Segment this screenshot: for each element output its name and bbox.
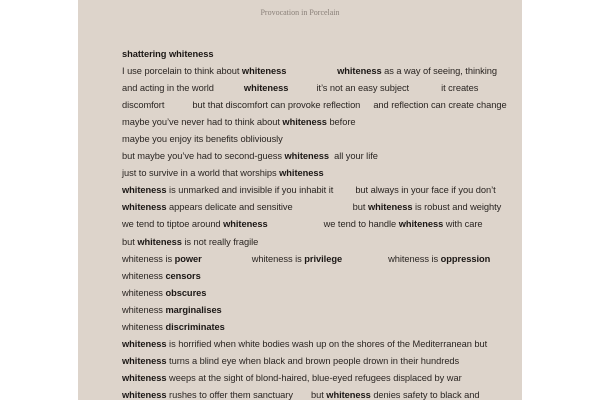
poem-line: whiteness discriminates [122, 321, 225, 332]
poem-line: but maybe you’ve had to second-guess whiteness all your life [122, 151, 378, 162]
poem-line: maybe you’ve never had to think about whiteness before [122, 117, 356, 128]
poem-line: whiteness turns a blind eye when black and brown people drown in their hundreds [122, 355, 460, 366]
poem-line: whiteness rushes to offer them sanctuary but whiteness denies safety to black and [122, 389, 480, 400]
poem-line: whiteness appears delicate and sensitive but whiteness is robust and weighty [122, 202, 502, 213]
poem-line: I use porcelain to think about whiteness whiteness as a way of seeing, thinking [122, 66, 497, 77]
poem-line: but whiteness is not really fragile [122, 236, 259, 247]
poem-line: just to survive in a world that worships whiteness [122, 168, 324, 179]
poem-line: whiteness censors [122, 270, 201, 281]
poem-line: whiteness obscures [122, 287, 207, 298]
poem-line: whiteness marginalises [122, 304, 222, 315]
document-page [78, 0, 522, 400]
poem-line: whiteness weeps at the sight of blond-haired, blue-eyed refugees displaced by war [122, 372, 462, 383]
poem-title: shattering whiteness [122, 49, 214, 59]
poem-line: we tend to tiptoe around whiteness we tend to handle whiteness with care [122, 219, 483, 230]
poem-line: maybe you enjoy its benefits obliviously [122, 134, 283, 145]
poem-line: whiteness is power whiteness is privilege whiteness is oppression [122, 253, 491, 264]
poem-line: whiteness is horrified when white bodies wash up on the shores of the Mediterranean but [122, 338, 488, 349]
poem-line: and acting in the world whiteness it’s not an easy subject it creates [122, 83, 479, 94]
poem-line: whiteness is unmarked and invisible if you inhabit it but always in your face if you don’t [122, 185, 496, 196]
poem-line: discomfort but that discomfort can provoke reflection and reflection can create change [122, 100, 507, 111]
poem-body [122, 46, 507, 404]
running-header: Provocation in Porcelain [260, 8, 340, 17]
